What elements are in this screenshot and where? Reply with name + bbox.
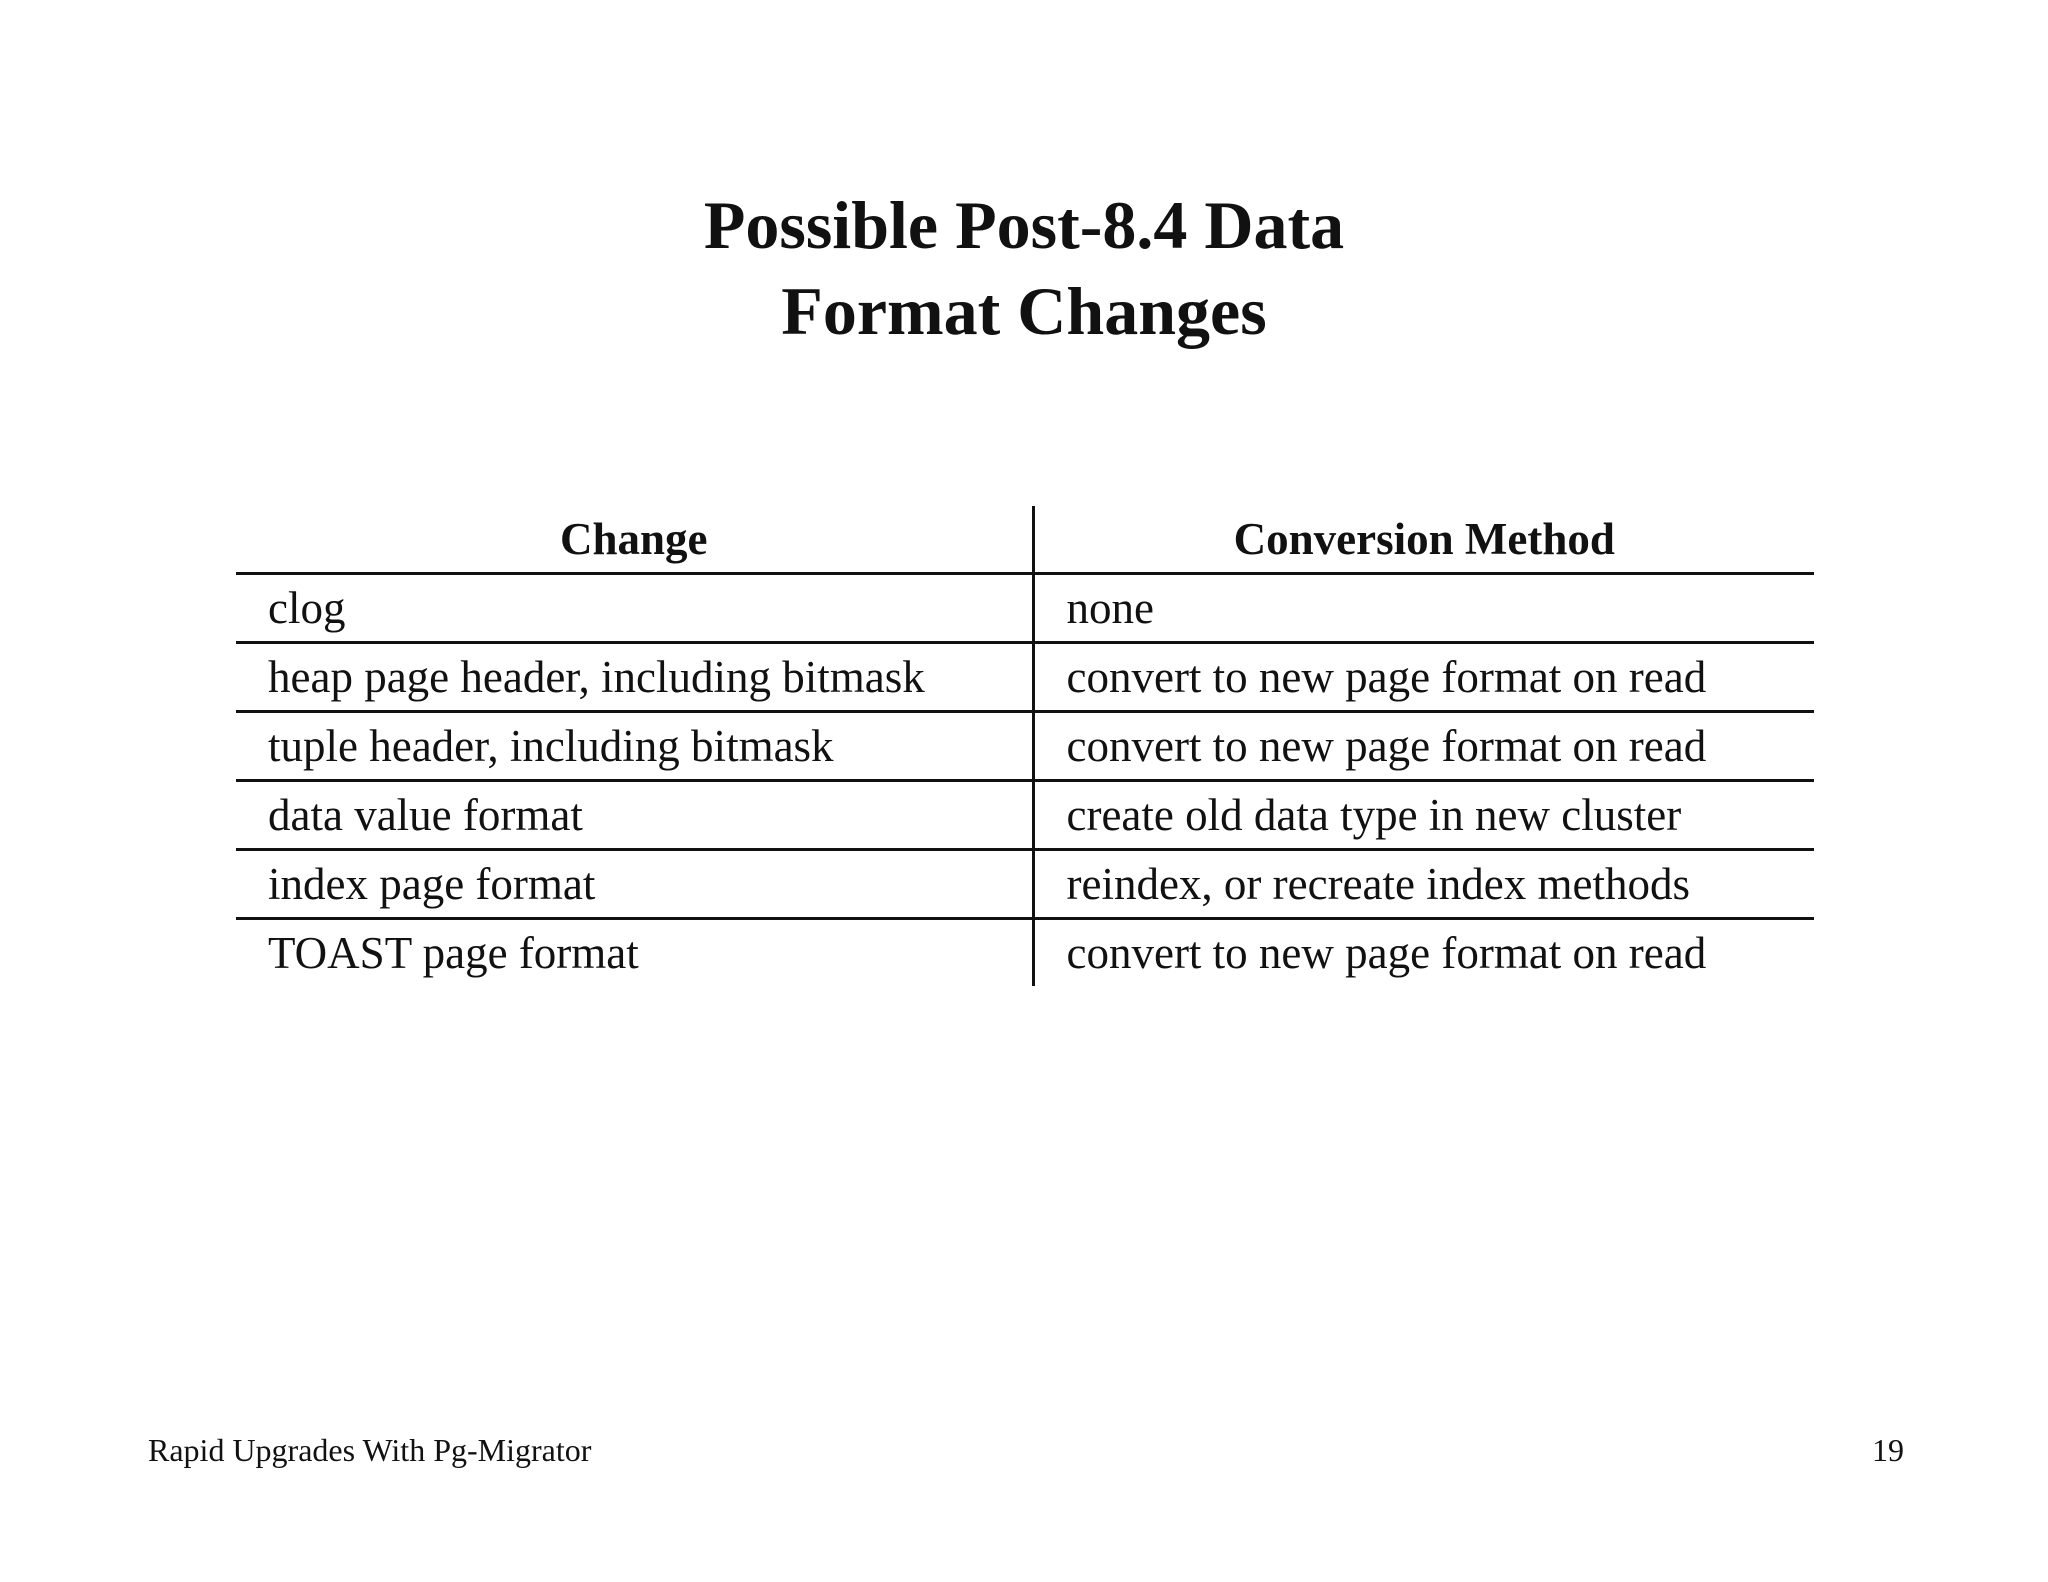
slide-title: [0, 182, 2048, 354]
slide-title-line-2: Format Changes: [781, 273, 1267, 349]
cell-conversion-method: none: [1066, 583, 1154, 633]
cell-change: data value format: [236, 781, 1033, 850]
table: [236, 506, 1814, 986]
table-row: [236, 781, 1814, 850]
header-conversion-method: Conversion Method: [1033, 506, 1814, 574]
footer-presentation-title: Rapid Upgrades With Pg-Migrator: [148, 1432, 592, 1468]
cell-change: index page format: [236, 850, 1033, 919]
cell-change: clog: [236, 574, 1033, 643]
cell-conversion-method: create old data type in new cluster: [1033, 781, 1814, 850]
cell-change: tuple header, including bitmask: [236, 712, 1033, 781]
format-changes-table: [236, 506, 1814, 986]
header-change: Change: [236, 506, 1033, 574]
table-row: [236, 850, 1814, 919]
cell-conversion-method: convert to new page format on read: [1033, 643, 1814, 712]
cell-conversion-method: convert to new page format on read: [1033, 919, 1814, 987]
table-row: [236, 919, 1814, 987]
footer-page-number: 19: [1872, 1432, 1904, 1468]
cell-conversion-method: convert to new page format on read: [1033, 712, 1814, 781]
table-header-row: [236, 506, 1814, 574]
cell-change: TOAST page format: [236, 919, 1033, 987]
table-row: [236, 712, 1814, 781]
table-row: [236, 574, 1814, 643]
cell-conversion-method: reindex, or recreate index methods: [1033, 850, 1814, 919]
table-row: [236, 643, 1814, 712]
cell-change: heap page header, including bitmask: [236, 643, 1033, 712]
slide-title-line-1: Possible Post-8.4 Data: [703, 187, 1345, 263]
